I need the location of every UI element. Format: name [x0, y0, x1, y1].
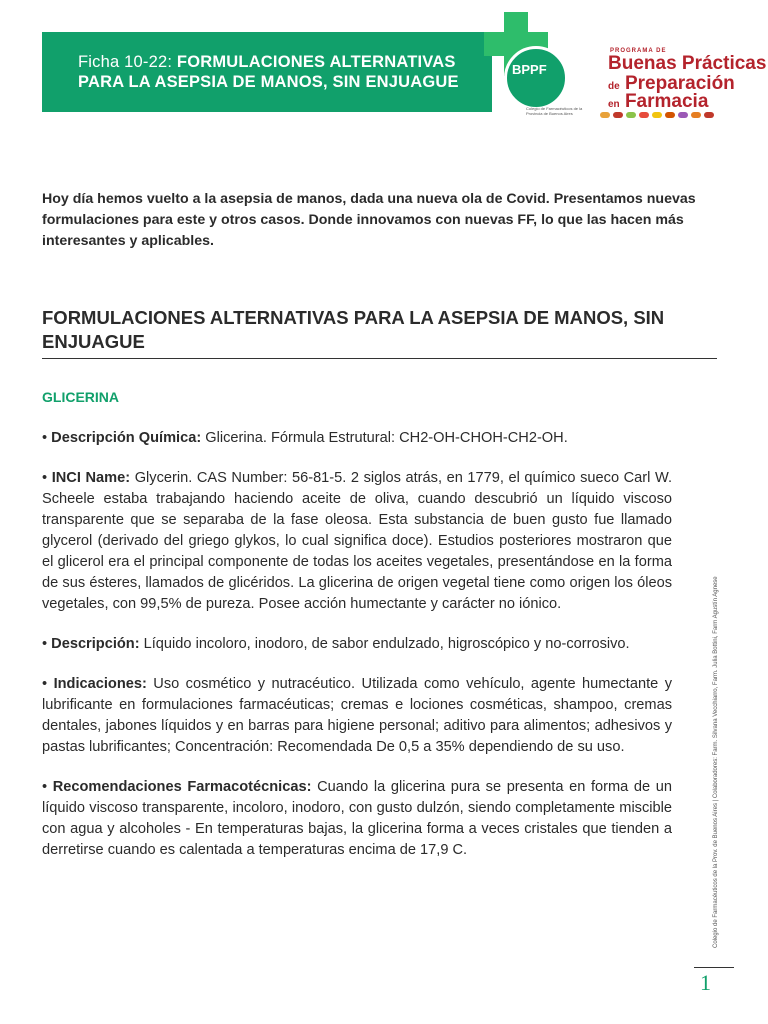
pills-icon-row — [600, 112, 714, 118]
pill-icon — [665, 112, 675, 118]
mortar-icon — [504, 46, 568, 110]
bppf-logo — [482, 10, 767, 122]
logo-line2-small: de — [608, 81, 620, 92]
pill-icon — [613, 112, 623, 118]
item-text: Glicerina. Fórmula Estrutural: CH2-OH-CHOH-CH2-OH. — [205, 430, 568, 446]
logo-line3-small: en — [608, 99, 620, 110]
section-divider — [42, 358, 717, 359]
body-content — [42, 428, 672, 880]
item-label: INCI Name: — [51, 470, 131, 486]
logo-org: Colegio de Farmacéuticos de la Provincia de Buenos Aires — [526, 106, 583, 116]
page-number: 1 — [700, 970, 711, 995]
item-inci-name: • INCI Name: Glycerin. CAS Number: 56-81-5. 2 siglos atrás, en 1779, el químico sueco Carl W. Scheele estaba trabajando haciendo aceite de oliva, cuando descubrió un líquido viscoso transparente que se separaba de la fase oleosa. Esta substancia de buen gusto fue llamado glycerol (derivado del griego glykos, lo cual significa doce). Estudios posteriores mostraron que el glicerol era el principal componente de todas los aceites vegetales, presentándose en la forma de sus ésteres, llamados de glicéridos. La glicerina de origen vegetal tiene como origen los óleos vegetales, con 99,5% de pureza. Posee acción humectante y carácter no iónico. — [42, 470, 672, 612]
header-title — [78, 52, 498, 92]
pill-icon — [652, 112, 662, 118]
subheading-glicerina: GLICERINA — [42, 389, 119, 405]
item-text: Líquido incoloro, inodoro, de sabor endulzado, higroscópico y no-corrosivo. — [143, 636, 630, 652]
logo-program-label: PROGRAMA DE — [610, 48, 667, 54]
pill-icon — [639, 112, 649, 118]
item-label: Recomendaciones Farmacotécnicas: — [52, 779, 312, 795]
item-recomendaciones: • Recomendaciones Farmacotécnicas: Cuando la glicerina pura se presenta en forma de un líquido viscoso transparente, incoloro, inodoro, con gusto dulzón, siendo completamente miscible con agua y alcoholes - En temperaturas bajas, la glicerina forma a veces cristales que tienden a derretirse cuando es calentada a temperaturas encima de 17,9 C. — [42, 779, 672, 858]
ficha-label: Ficha 10-22: — [78, 53, 173, 71]
item-label: Indicaciones: — [53, 676, 147, 692]
title-line2: PARA LA ASEPSIA DE MANOS, SIN ENJUAGUE — [78, 73, 459, 91]
item-descripcion-quimica: • Descripción Química: Glicerina. Fórmula Estrutural: CH2-OH-CHOH-CH2-OH. — [42, 430, 568, 446]
item-text: Cuando la glicerina pura se presenta en forma de un líquido viscoso transparente, incoloro, inodoro, con gusto dulzón, siendo completamente miscible con agua y alcoholes - En temperaturas bajas, la glicerina forma a veces cristales que tienden a derretirse cuando es calentada a temperaturas encima de 17,9 C. — [42, 779, 672, 858]
item-indicaciones: • Indicaciones: Uso cosmético y nutracéutico. Utilizada como vehículo, agente humectante y lubrificante en formulaciones farmacéuticas; cremas e lociones cosméticas, shampoo, cremas dentales, jabones líquidos y en barras para higiene personal; aditivo para alimentos; adhesivos y pastas lubrificantes; Concentración: Recomendada De 0,5 a 35% dependiendo de su uso. — [42, 676, 673, 755]
intro-paragraph: Hoy día hemos vuelto a la asepsia de manos, dada una nueva ola de Covid. Presentamos nuevas formulaciones para este y otros casos. Donde innovamos con nuevas FF, lo que las hacen más interesantes y aplicables. — [42, 191, 696, 249]
item-label: Descripción: — [51, 636, 140, 652]
item-text: Glycerin. CAS Number: 56-81-5. 2 siglos atrás, en 1779, el químico sueco Carl W. Scheele estaba trabajando haciendo aceite de oliva, cuando descubrió un líquido viscoso transparente que se separaba de la fase oleosa. Esta substancia de buen gusto fue llamado glycerol (derivado del griego glykos, lo cual significa doce). Estudios posteriores mostraron que el glicerol era el principal componente de todas los aceites vegetales, presentándose en la forma de sus ésteres, llamados de glicéridos. La glicerina de origen vegetal tiene como origen los óleos vegetales, con 99,5% de pureza. Posee acción humectante y carácter no iónico. — [42, 470, 672, 612]
pill-icon — [600, 112, 610, 118]
vertical-credits: Colegio de Farmacéuticos de la Prov. de Buenos Aires | Colaboradores: Farm. Silvana Vecchiarro, Farm. Julia Bottini, Farm Agustín Agnese — [713, 576, 719, 948]
logo-line2-text: Preparación — [624, 73, 735, 94]
page-number-rule — [694, 967, 734, 968]
item-label: Descripción Química: — [51, 430, 202, 446]
title-line1: FORMULACIONES ALTERNATIVAS — [176, 53, 456, 71]
item-text: Uso cosmético y nutracéutico. Utilizada como vehículo, agente humectante y lubrificante en formulaciones farmacéuticas; cremas e lociones cosméticas, shampoo, cremas dentales, jabones líquidos y en barras para higiene personal; aditivo para alimentos; adhesivos y pastas lubrificantes; Concentración: Recomendada De 0,5 a 35% dependiendo de su uso. — [42, 676, 673, 755]
pill-icon — [678, 112, 688, 118]
logo-acronym: BPPF — [512, 62, 547, 77]
header-banner — [42, 32, 492, 112]
logo-line1: Buenas Prácticas — [608, 53, 767, 74]
logo-line3-text: Farmacia — [624, 91, 709, 112]
pill-icon — [691, 112, 701, 118]
pill-icon — [704, 112, 714, 118]
item-descripcion: • Descripción: Líquido incoloro, inodoro, de sabor endulzado, higroscópico y no-corrosivo. — [42, 636, 630, 652]
section-title: FORMULACIONES ALTERNATIVAS PARA LA ASEPSIA DE MANOS, SIN ENJUAGUE — [42, 307, 665, 352]
pill-icon — [626, 112, 636, 118]
